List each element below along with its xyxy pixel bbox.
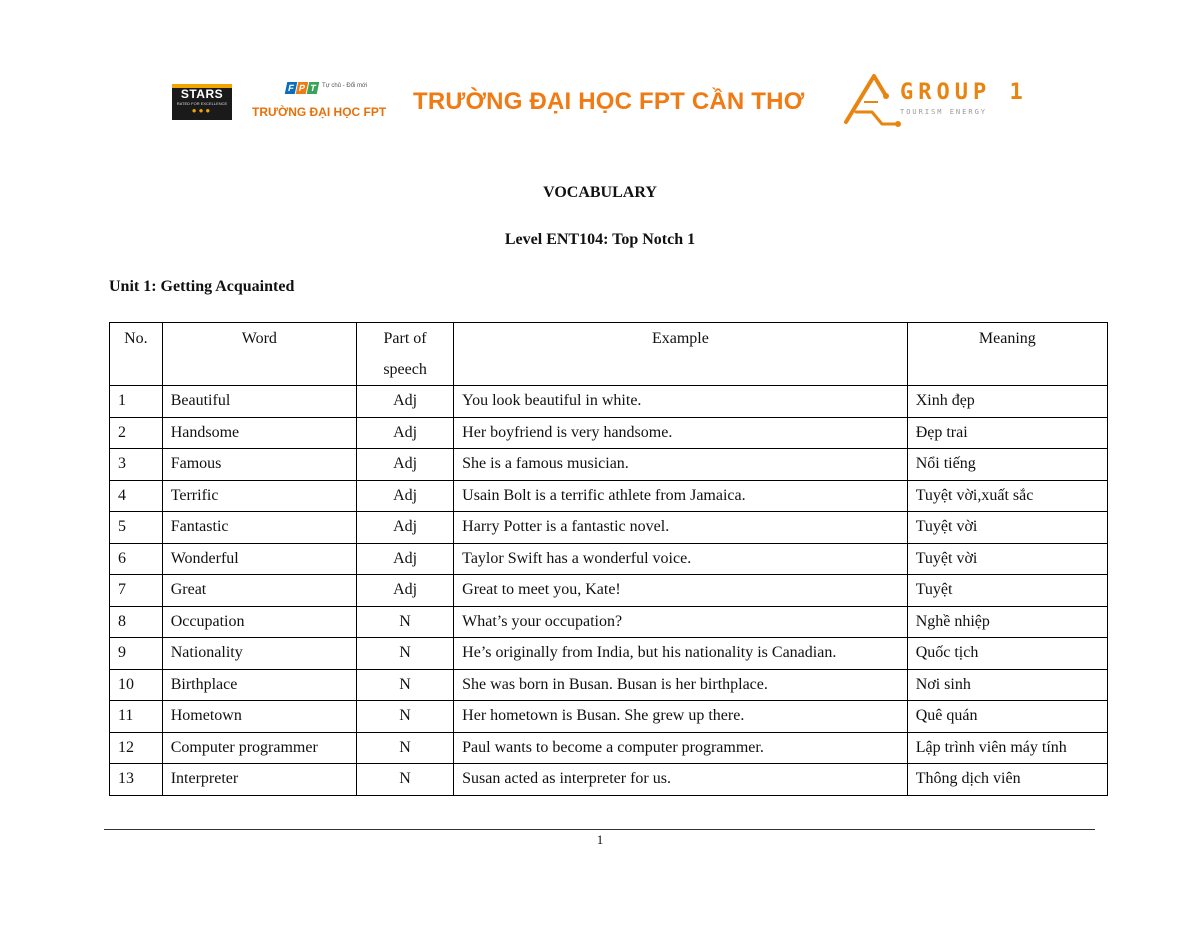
cell-meaning: Nơi sinh [907, 669, 1107, 701]
fpt-university-logo [252, 82, 402, 122]
cell-pos: N [357, 669, 454, 701]
fpt-letter-f: F [285, 82, 298, 94]
cell-word: Fantastic [162, 512, 356, 544]
vocabulary-table [109, 322, 1108, 796]
cell-pos: Adj [357, 449, 454, 481]
cell-no: 7 [110, 575, 163, 607]
cell-example: Susan acted as interpreter for us. [454, 764, 908, 796]
cell-example: Paul wants to become a computer programmer. [454, 732, 908, 764]
cell-pos: Adj [357, 575, 454, 607]
cell-no: 12 [110, 732, 163, 764]
cell-no: 1 [110, 386, 163, 418]
cell-example: He’s originally from India, but his nationality is Canadian. [454, 638, 908, 670]
cell-no: 3 [110, 449, 163, 481]
cell-example: Taylor Swift has a wonderful voice. [454, 543, 908, 575]
table-row [110, 417, 1108, 449]
cell-example: Usain Bolt is a terrific athlete from Jamaica. [454, 480, 908, 512]
header-example: Example [454, 323, 908, 386]
cell-word: Interpreter [162, 764, 356, 796]
level-title: Level ENT104: Top Notch 1 [504, 231, 696, 248]
cell-pos: N [357, 606, 454, 638]
table-row [110, 575, 1108, 607]
cell-no: 13 [110, 764, 163, 796]
header-word: Word [162, 323, 356, 386]
group-logo-title: GROUP 1 [900, 80, 1028, 105]
table-row [110, 764, 1108, 796]
cell-no: 5 [110, 512, 163, 544]
cell-no: 11 [110, 701, 163, 733]
cell-meaning: Nổi tiếng [907, 449, 1107, 481]
cell-meaning: Tuyệt [907, 575, 1107, 607]
table-row [110, 543, 1108, 575]
document-title: VOCABULARY [543, 184, 657, 201]
table-row [110, 512, 1108, 544]
cell-meaning: Quê quán [907, 701, 1107, 733]
cell-no: 8 [110, 606, 163, 638]
header-part-of-speech [357, 323, 454, 386]
table-row [110, 638, 1108, 670]
stars-logo-dots: ●●● [191, 106, 213, 115]
cell-word: Terrific [162, 480, 356, 512]
cell-pos: N [357, 764, 454, 796]
cell-pos: N [357, 638, 454, 670]
cell-word: Wonderful [162, 543, 356, 575]
cell-example: Her boyfriend is very handsome. [454, 417, 908, 449]
group-logo-subtitle: TOURISM ENERGY [900, 108, 988, 116]
cell-example: Harry Potter is a fantastic novel. [454, 512, 908, 544]
cell-pos: Adj [357, 417, 454, 449]
cell-meaning: Quốc tịch [907, 638, 1107, 670]
fpt-logo-name: TRƯỜNG ĐẠI HỌC FPT [252, 105, 387, 119]
cell-pos: Adj [357, 543, 454, 575]
fpt-letter-blocks [286, 82, 318, 94]
cell-meaning: Xinh đẹp [907, 386, 1107, 418]
stars-logo-subtext: RATED FOR EXCELLENCE [176, 101, 228, 106]
table-row [110, 480, 1108, 512]
cell-example: She is a famous musician. [454, 449, 908, 481]
header-no: No. [110, 323, 163, 386]
cell-word: Nationality [162, 638, 356, 670]
table-row [110, 606, 1108, 638]
table-row [110, 732, 1108, 764]
cell-meaning: Tuyệt vời [907, 512, 1107, 544]
cell-word: Computer programmer [162, 732, 356, 764]
group-logo [842, 72, 1028, 128]
cell-word: Hometown [162, 701, 356, 733]
cell-word: Occupation [162, 606, 356, 638]
table-row [110, 449, 1108, 481]
group-logo-mark-icon [842, 72, 902, 128]
cell-pos: N [357, 701, 454, 733]
table-row [110, 669, 1108, 701]
cell-example: Her hometown is Busan. She grew up there. [454, 701, 908, 733]
header-pos-line2: speech [383, 361, 427, 378]
cell-no: 2 [110, 417, 163, 449]
table-row [110, 701, 1108, 733]
cell-meaning: Nghề nhiệp [907, 606, 1107, 638]
cell-pos: N [357, 732, 454, 764]
school-title: TRƯỜNG ĐẠI HỌC FPT CẦN THƠ [413, 88, 805, 115]
cell-word: Handsome [162, 417, 356, 449]
table-header-row [110, 323, 1108, 386]
stars-logo-text: STARS [180, 87, 224, 101]
cell-word: Great [162, 575, 356, 607]
cell-meaning: Thông dịch viên [907, 764, 1107, 796]
cell-word: Birthplace [162, 669, 356, 701]
stars-logo [172, 84, 232, 120]
header-pos-line1: Part of [383, 330, 427, 347]
cell-meaning: Đẹp trai [907, 417, 1107, 449]
cell-meaning: Lập trình viên máy tính [907, 732, 1107, 764]
fpt-logo-tagline: Tự chủ - Đổi mới [322, 83, 368, 89]
cell-no: 9 [110, 638, 163, 670]
cell-no: 6 [110, 543, 163, 575]
cell-word: Beautiful [162, 386, 356, 418]
cell-example: Great to meet you, Kate! [454, 575, 908, 607]
header-meaning: Meaning [907, 323, 1107, 386]
cell-no: 4 [110, 480, 163, 512]
footer-divider [104, 829, 1095, 830]
cell-word: Famous [162, 449, 356, 481]
page-number: 1 [596, 832, 604, 847]
cell-example: What’s your occupation? [454, 606, 908, 638]
unit-title: Unit 1: Getting Acquainted [109, 278, 295, 295]
cell-meaning: Tuyệt vời,xuất sắc [907, 480, 1107, 512]
cell-pos: Adj [357, 480, 454, 512]
cell-no: 10 [110, 669, 163, 701]
fpt-letter-p: P [296, 82, 309, 94]
cell-pos: Adj [357, 386, 454, 418]
cell-meaning: Tuyệt vời [907, 543, 1107, 575]
table-row [110, 386, 1108, 418]
fpt-letter-t: T [307, 82, 320, 94]
cell-example: She was born in Busan. Busan is her birthplace. [454, 669, 908, 701]
cell-pos: Adj [357, 512, 454, 544]
cell-example: You look beautiful in white. [454, 386, 908, 418]
